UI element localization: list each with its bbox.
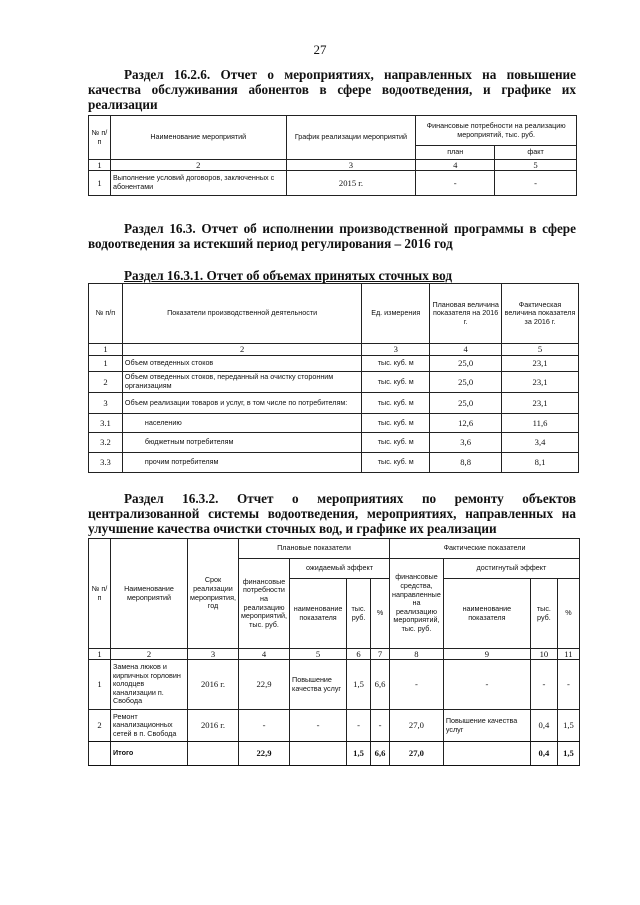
cell-total-fact-rub: 0,4 [530, 742, 557, 766]
table-row [89, 372, 579, 393]
cell-fact-percent: - [557, 660, 579, 710]
cell-fact-finance: 27,0 [390, 710, 444, 742]
header-plan-finance: финансовые потребности на реализацию мероприятий, тыс. руб. [238, 559, 289, 649]
header-num: № п/п [89, 116, 111, 160]
col-number: 1 [89, 649, 111, 660]
heading-text: Раздел 16.3. Отчет об исполнении производственной программы в сфере водоотведения за истекший период регулирования – 2016 год [88, 221, 576, 251]
col-number: 5 [290, 649, 347, 660]
heading-text: Раздел 16.3.1. Отчет об объемах принятых сточных вод [124, 268, 453, 283]
cell-fact: - [495, 171, 577, 196]
cell-name: Выполнение условий договоров, заключенных с абонентами [110, 171, 286, 196]
cell-fact: 3,4 [502, 433, 579, 453]
col-number: 8 [390, 649, 444, 660]
header-actual-group: Фактические показатели [390, 539, 580, 559]
header-percent: % [371, 579, 390, 649]
cell-unit: тыс. куб. м [362, 356, 430, 372]
cell-num: 2 [89, 710, 111, 742]
header-indicator-name: наименование показателя [290, 579, 347, 649]
cell-name: бюджетным потребителям [122, 433, 361, 453]
cell-name: Ремонт канализационных сетей в п. Свобода [111, 710, 188, 742]
header-schedule: График реализации мероприятий [286, 116, 416, 160]
cell-num: 1 [89, 356, 123, 372]
cell-plan: 12,6 [430, 414, 502, 433]
cell-name: прочим потребителям [122, 453, 361, 473]
heading-text: Раздел 16.2.6. Отчет о мероприятиях, направленных на повышение качества обслуживания абонентов в сфере водоотведения, и графике их реализации [88, 67, 576, 112]
header-fact-finance: финансовые средства, направленные на реализацию мероприятий, тыс. руб. [390, 559, 444, 649]
cell-fact: 11,6 [502, 414, 579, 433]
cell-empty [89, 742, 111, 766]
header-indicator: Показатели производственной деятельности [122, 284, 361, 344]
cell-plan-percent: - [371, 710, 390, 742]
header-thous-rub: тыс. руб. [347, 579, 371, 649]
header-expected-effect: ожидаемый эффект [290, 559, 390, 579]
heading-text: Раздел 16.3.2. Отчет о мероприятиях по ремонту объектов централизованной системы водоотведения, мероприятиях, направленных на улучшение качества очистки сточных вод, и графике их реализации [88, 491, 576, 536]
header-planned: Плановая величина показателя на 2016 г. [430, 284, 502, 344]
cell-plan-rub: - [347, 710, 371, 742]
cell-plan-indicator: Повышение качества услуг [290, 660, 347, 710]
cell-num: 3.3 [89, 453, 123, 473]
header-percent-2: % [557, 579, 579, 649]
section-16-3-heading [88, 221, 576, 251]
table-row [89, 356, 579, 372]
cell-name: Объем отведенных стоков [122, 356, 361, 372]
col-number: 7 [371, 649, 390, 660]
cell-plan: 3,6 [430, 433, 502, 453]
cell-plan-finance: - [238, 710, 289, 742]
col-number: 3 [362, 344, 430, 356]
page-number: 27 [313, 42, 327, 57]
cell-unit: тыс. куб. м [362, 453, 430, 473]
header-indicator-name-2: наименование показателя [443, 579, 530, 649]
header-fact: факт [495, 146, 577, 160]
cell-plan-rub: 1,5 [347, 660, 371, 710]
header-thous-rub-2: тыс. руб. [530, 579, 557, 649]
cell-schedule: 2015 г. [286, 171, 416, 196]
cell-num: 3.2 [89, 433, 123, 453]
cell-plan: 25,0 [430, 393, 502, 414]
col-number: 4 [238, 649, 289, 660]
header-unit: Ед. измерения [362, 284, 430, 344]
cell-fact-rub: - [530, 660, 557, 710]
header-finance: Финансовые потребности на реализацию мероприятий, тыс. руб. [416, 116, 577, 146]
col-number: 11 [557, 649, 579, 660]
header-num: № п/п [89, 539, 111, 649]
table-row [89, 393, 579, 414]
cell-fact-rub: 0,4 [530, 710, 557, 742]
cell-num: 1 [89, 660, 111, 710]
table-row [89, 414, 579, 433]
cell-fact-finance: - [390, 660, 444, 710]
cell-total-fact-percent: 1,5 [557, 742, 579, 766]
cell-plan: - [416, 171, 495, 196]
col-number: 6 [347, 649, 371, 660]
header-num: № п/п [89, 284, 123, 344]
cell-plan-percent: 6,6 [371, 660, 390, 710]
cell-fact: 23,1 [502, 356, 579, 372]
cell-num: 2 [89, 372, 123, 393]
col-number: 1 [89, 160, 111, 171]
table-16-3-2 [88, 538, 580, 766]
cell-empty [290, 742, 347, 766]
cell-fact: 8,1 [502, 453, 579, 473]
cell-period: 2016 г. [188, 710, 239, 742]
table-row [89, 453, 579, 473]
col-number: 5 [502, 344, 579, 356]
cell-total-plan-finance: 22,9 [238, 742, 289, 766]
table-row [89, 171, 577, 196]
table-row [89, 710, 580, 742]
table-total-row [89, 742, 580, 766]
table-16-3-1 [88, 283, 579, 473]
cell-fact-percent: 1,5 [557, 710, 579, 742]
cell-fact-indicator: Повышение качества услуг [443, 710, 530, 742]
cell-total-plan-percent: 6,6 [371, 742, 390, 766]
cell-fact: 23,1 [502, 372, 579, 393]
cell-unit: тыс. куб. м [362, 433, 430, 453]
table-row [89, 660, 580, 710]
section-16-3-1-heading [124, 268, 576, 283]
col-number: 2 [122, 344, 361, 356]
cell-name: Объем отведенных стоков, переданный на очистку сторонним организациям [122, 372, 361, 393]
section-16-2-6-heading [88, 67, 576, 112]
header-achieved-effect: достигнутый эффект [443, 559, 579, 579]
col-number: 4 [430, 344, 502, 356]
col-number: 10 [530, 649, 557, 660]
cell-num: 3.1 [89, 414, 123, 433]
cell-name: Объем реализации товаров и услуг, в том числе по потребителям: [122, 393, 361, 414]
cell-empty [188, 742, 239, 766]
cell-total-label: Итого [111, 742, 188, 766]
col-number: 9 [443, 649, 530, 660]
header-plan: план [416, 146, 495, 160]
cell-num: 1 [89, 171, 111, 196]
header-name: Наименование мероприятий [111, 539, 188, 649]
col-number: 2 [110, 160, 286, 171]
cell-period: 2016 г. [188, 660, 239, 710]
cell-total-fact-finance: 27,0 [390, 742, 444, 766]
header-name: Наименование мероприятий [110, 116, 286, 160]
cell-name: населению [122, 414, 361, 433]
cell-plan-finance: 22,9 [238, 660, 289, 710]
header-planned-group: Плановые показатели [238, 539, 389, 559]
cell-name: Замена люков и кирпичных горловин колодцев канализации п. Свобода [111, 660, 188, 710]
cell-fact: 23,1 [502, 393, 579, 414]
cell-unit: тыс. куб. м [362, 414, 430, 433]
cell-total-plan-rub: 1,5 [347, 742, 371, 766]
col-number: 4 [416, 160, 495, 171]
cell-plan: 25,0 [430, 372, 502, 393]
col-number: 1 [89, 344, 123, 356]
cell-unit: тыс. куб. м [362, 372, 430, 393]
col-number: 3 [286, 160, 416, 171]
cell-unit: тыс. куб. м [362, 393, 430, 414]
col-number: 2 [111, 649, 188, 660]
col-number: 3 [188, 649, 239, 660]
cell-fact-indicator: - [443, 660, 530, 710]
cell-plan: 8,8 [430, 453, 502, 473]
table-16-2-6 [88, 115, 577, 196]
cell-num: 3 [89, 393, 123, 414]
cell-plan-indicator: - [290, 710, 347, 742]
table-row [89, 433, 579, 453]
col-number: 5 [495, 160, 577, 171]
cell-plan: 25,0 [430, 356, 502, 372]
header-actual: Фактическая величина показателя за 2016 г. [502, 284, 579, 344]
cell-empty [443, 742, 530, 766]
header-period: Срок реализации мероприятия, год [188, 539, 239, 649]
section-16-3-2-heading [88, 491, 576, 536]
